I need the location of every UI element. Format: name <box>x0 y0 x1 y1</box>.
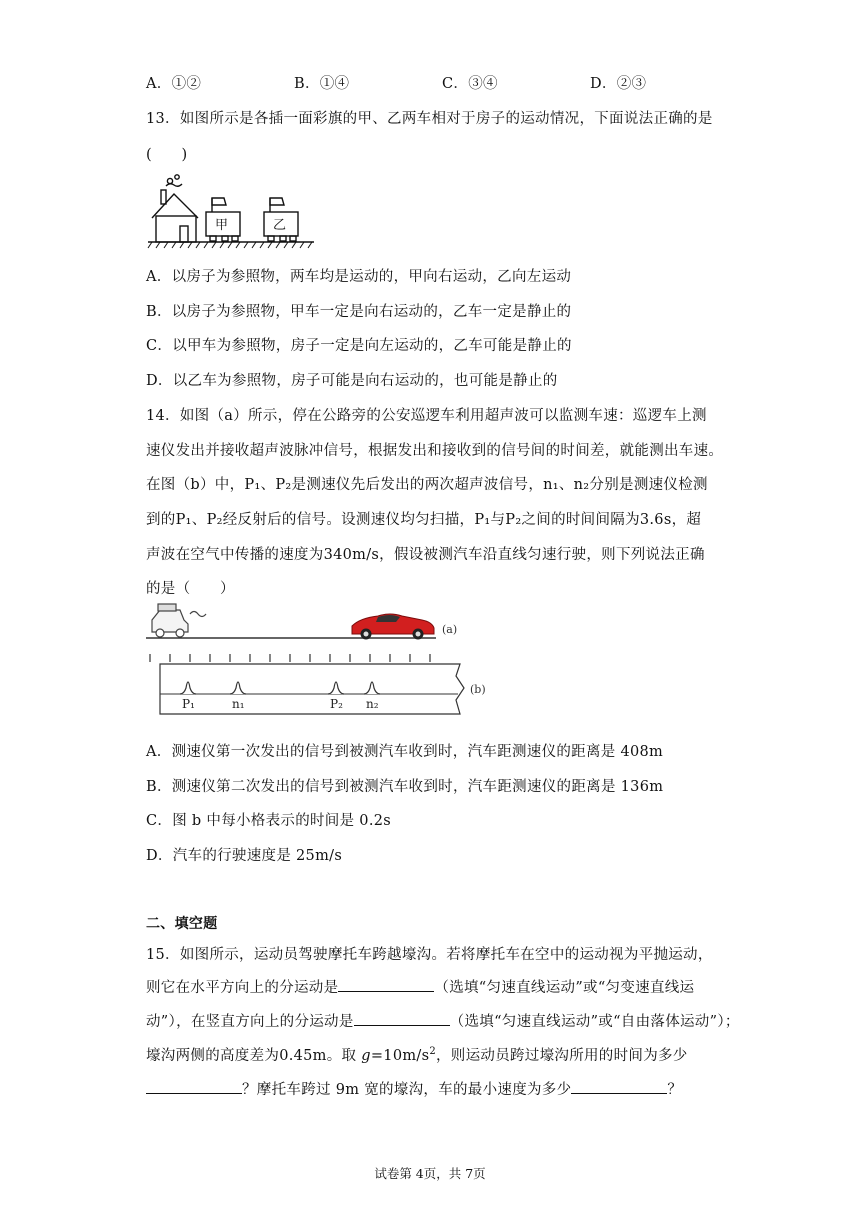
pulse-label-n2: n₂ <box>366 697 379 711</box>
q15-line2-b: （选填“匀速直线运动”或“匀变速直线运 <box>434 980 695 996</box>
q12-option-c: C．③④ <box>442 76 498 92</box>
q14-line5: 声波在空气中传播的速度为340m/s，假设被测汽车沿直线匀速行驶，则下列说法正确 <box>146 547 705 563</box>
q14-option-d: D．汽车的行驶速度是 25m/s <box>146 848 343 864</box>
q15-line5-b: ？ <box>667 1082 683 1098</box>
pulse-label-p1: P₁ <box>182 697 195 711</box>
answer-blank-4[interactable] <box>571 1079 667 1094</box>
house-icon <box>152 175 198 242</box>
red-car-icon <box>352 614 434 640</box>
q15-line1: 15．如图所示，运动员驾驶摩托车跨越壕沟。若将摩托车在空中的运动视为平抛运动， <box>146 947 713 963</box>
q14-line2: 速仪发出并接收超声波脉冲信号，根据发出和接收到的信号间的时间差，就能测出车速。 <box>146 443 724 459</box>
answer-blank-2[interactable] <box>354 1011 450 1026</box>
q13-figure <box>146 172 318 256</box>
fig-label-b: (b) <box>470 683 486 696</box>
q15-line5-a: ？摩托车跨过 9m 宽的壕沟，车的最小速度为多少 <box>242 1082 572 1098</box>
q14-line4: 到的P₁、P₂经反射后的信号。设测速仪均匀扫描，P₁与P₂之间的时间间隔为3.6s，超 <box>146 512 702 528</box>
q13-stem-line1: 13．如图所示是各插一面彩旗的甲、乙两车相对于房子的运动情况，下面说法正确的是 <box>146 111 713 127</box>
car-jia-label: 甲 <box>215 218 229 233</box>
q14-option-c: C．图 b 中每小格表示的时间是 0.2s <box>146 813 392 829</box>
q15-line2-a: 则它在水平方向上的分运动是 <box>146 980 339 996</box>
page-footer: 试卷第 4页，共 7页 <box>374 1166 486 1181</box>
q15-line4-a: 壕沟两侧的高度差为0.45m。取 <box>146 1048 362 1064</box>
q15-line4-sup: 2 <box>429 1046 436 1058</box>
section-title: 二、填空题 <box>146 916 218 932</box>
q14-line6: 的是（ ） <box>146 581 235 597</box>
q14-option-b: B．测速仪第二次发出的信号到被测汽车收到时，汽车距测速仪的距离是 136m <box>146 779 664 795</box>
q15-line4-c: ，则运动员跨过壕沟所用的时间为多少 <box>436 1048 688 1064</box>
q15-line4-g: g <box>361 1048 371 1064</box>
q15-line4-b: =10m/s <box>370 1048 430 1064</box>
q15-line3 <box>146 1010 740 1031</box>
q15-line3-a: 动”），在竖直方向上的分运动是 <box>146 1014 354 1030</box>
answer-blank-3[interactable] <box>146 1079 242 1094</box>
q12-option-a: A．①② <box>146 76 202 92</box>
q15-line5 <box>146 1078 682 1099</box>
pulse-label-p2: P₂ <box>330 697 343 711</box>
q12-option-d: D．②③ <box>590 76 647 92</box>
q15-line2 <box>146 976 694 997</box>
car-yi-label: 乙 <box>273 218 287 233</box>
q15-line3-b: （选填“匀速直线运动”或“自由落体运动”）； <box>449 1014 740 1030</box>
q13-option-b: B．以房子为参照物，甲车一定是向右运动的，乙车一定是静止的 <box>146 304 572 320</box>
answer-blank-1[interactable] <box>338 977 434 992</box>
q15-line4 <box>146 1044 688 1065</box>
q13-stem-line2: ( ) <box>146 147 188 163</box>
q13-option-d: D．以乙车为参照物，房子可能是向右运动的，也可能是静止的 <box>146 373 558 389</box>
q14-line1: 14．如图（a）所示，停在公路旁的公安巡逻车利用超声波可以监测车速：巡逻车上测 <box>146 408 707 424</box>
fig-label-a: (a) <box>442 623 458 636</box>
police-car-icon <box>152 604 206 637</box>
q12-option-b: B．①④ <box>294 76 350 92</box>
pulse-label-n1: n₁ <box>232 697 245 711</box>
q13-option-a: A．以房子为参照物，两车均是运动的，甲向右运动，乙向左运动 <box>146 269 572 285</box>
q14-option-a: A．测速仪第一次发出的信号到被测汽车收到时，汽车距测速仪的距离是 408m <box>146 744 664 760</box>
q13-option-c: C．以甲车为参照物，房子一定是向左运动的，乙车可能是静止的 <box>146 338 572 354</box>
q12-options <box>146 72 766 92</box>
q14-figure <box>146 602 496 720</box>
q14-line3: 在图（b）中，P₁、P₂是测速仪先后发出的两次超声波信号，n₁、n₂分别是测速仪检测 <box>146 477 708 493</box>
